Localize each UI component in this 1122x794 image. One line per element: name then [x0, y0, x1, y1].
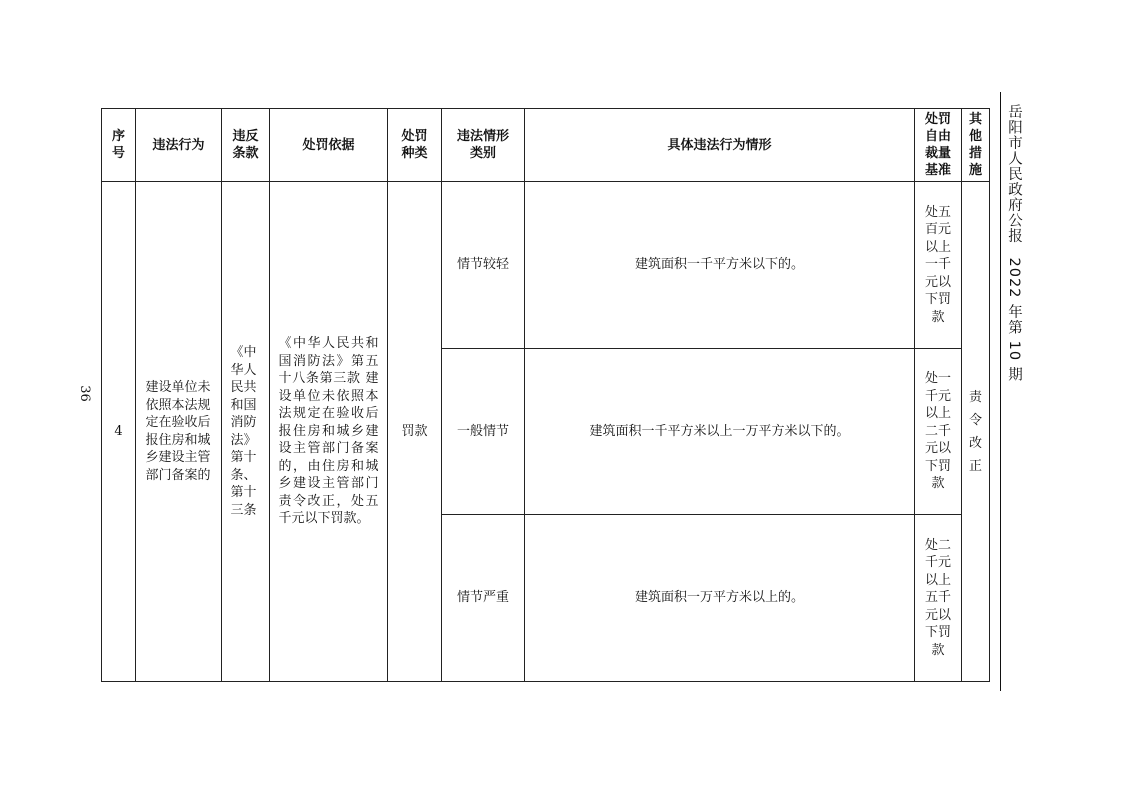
header-rule: 违反条款 [222, 109, 270, 182]
cell-category-2: 一般情节 [442, 349, 525, 515]
cell-discretion-1: 处五百元以上一千元以下罚款 [915, 182, 962, 349]
cell-category-3: 情节严重 [442, 515, 525, 682]
cell-kind: 罚款 [388, 182, 442, 682]
issue-label: 2022 年第 10 期 [1006, 257, 1022, 383]
header-kind: 处罚种类 [388, 109, 442, 182]
cell-behavior: 建设单位未依照本法规定在验收后报住房和城乡建设主管部门备案的 [136, 182, 222, 682]
cell-discretion-2: 处一千元以上二千元以下罚款 [915, 349, 962, 515]
penalty-table-container [101, 108, 989, 682]
cell-seq: 4 [102, 182, 136, 682]
header-seq: 序号 [102, 109, 136, 182]
table-row [102, 182, 990, 349]
cell-detail-3: 建筑面积一万平方米以上的。 [525, 515, 915, 682]
sidebar-divider [1000, 92, 1001, 691]
cell-category-1: 情节较轻 [442, 182, 525, 349]
header-basis: 处罚依据 [270, 109, 388, 182]
header-detail: 具体违法行为情形 [525, 109, 915, 182]
header-discretion: 处罚自由裁量基准 [915, 109, 962, 182]
header-category: 违法情形类别 [442, 109, 525, 182]
cell-detail-2: 建筑面积一千平方米以上一万平方米以下的。 [525, 349, 915, 515]
penalty-table [101, 108, 990, 682]
table-header-row [102, 109, 990, 182]
header-behavior: 违法行为 [136, 109, 222, 182]
cell-rule: 《中华人民共和国消防法》第十条、第十三条 [222, 182, 270, 682]
cell-basis: 《中华人民共和国消防法》第五十八条第三款 建设单位未依照本法规定在验收后报住房和城乡建设主管部门备案的，由住房和城乡建设主管部门责令改正，处五千元以下罚款。 [270, 182, 388, 682]
header-other: 其他措施 [962, 109, 990, 182]
running-header [1004, 104, 1025, 382]
cell-other: 责令改正 [962, 182, 990, 682]
page-number: 36 [76, 385, 92, 402]
cell-discretion-3: 处二千元以上五千元以下罚款 [915, 515, 962, 682]
publication-title: 岳阳市人民政府公报 [1006, 104, 1022, 244]
cell-detail-1: 建筑面积一千平方米以下的。 [525, 182, 915, 349]
